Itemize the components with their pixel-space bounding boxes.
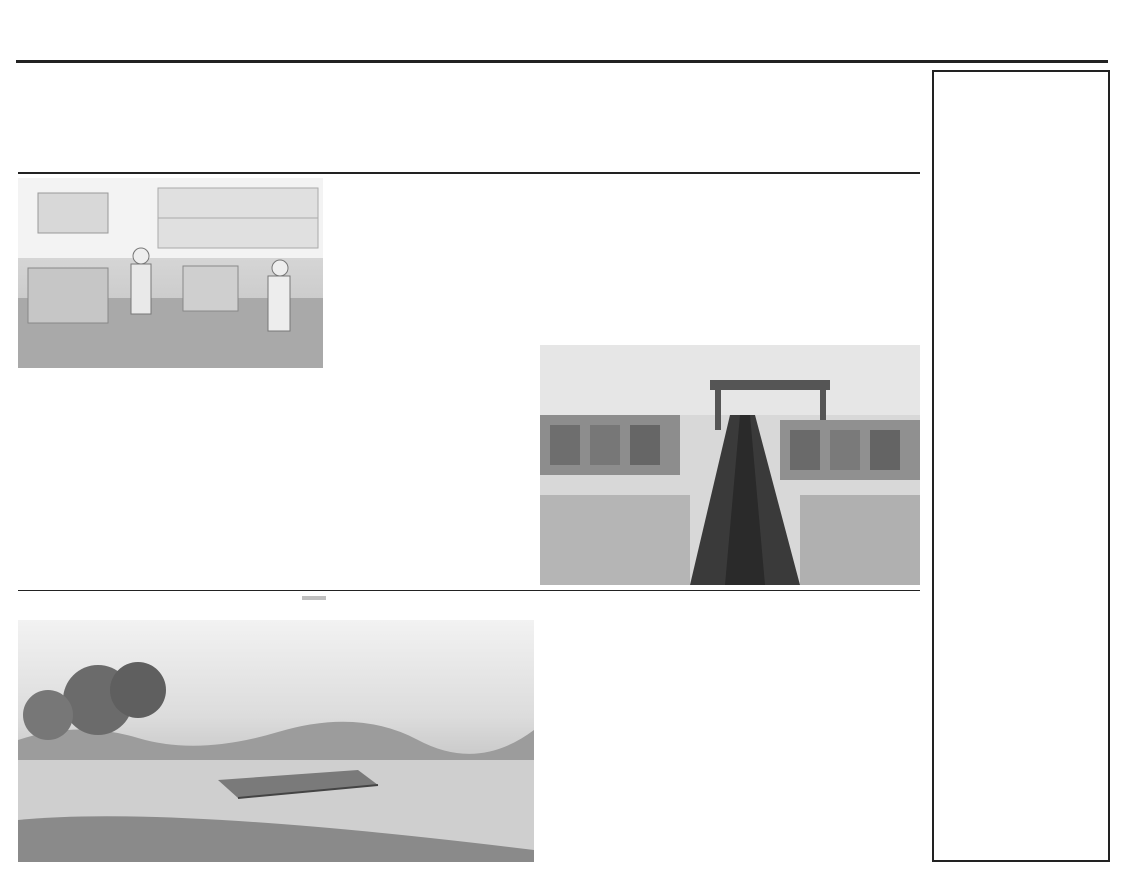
quarantine-lower-text bbox=[278, 376, 474, 594]
right-article-body bbox=[940, 86, 1012, 676]
masthead bbox=[0, 0, 1124, 62]
post-article bbox=[18, 376, 208, 596]
divider-mid bbox=[18, 590, 920, 591]
right-top-text-area bbox=[940, 78, 1030, 678]
divider-top bbox=[18, 172, 920, 174]
right-article-byline bbox=[1014, 86, 1030, 266]
shenzhen-body bbox=[540, 178, 902, 338]
post-headline bbox=[212, 376, 272, 616]
masthead-rule bbox=[16, 60, 1108, 63]
travel-kicker bbox=[302, 596, 326, 600]
quarantine-byline bbox=[460, 178, 474, 368]
quarantine-body bbox=[326, 178, 442, 368]
shenzhen-article bbox=[540, 178, 920, 338]
main-headline bbox=[18, 74, 918, 174]
rail-photo bbox=[540, 345, 920, 585]
quarantine-headline bbox=[476, 180, 536, 590]
quarantine-article bbox=[326, 178, 474, 368]
quarantine-caption bbox=[444, 178, 458, 368]
travel-article bbox=[540, 640, 920, 862]
travel-byline bbox=[906, 640, 920, 862]
post-body bbox=[18, 376, 208, 596]
travel-body bbox=[540, 640, 902, 862]
right-headline bbox=[1034, 88, 1104, 858]
quarantine-photo bbox=[18, 178, 323, 368]
lake-photo bbox=[18, 620, 534, 862]
shenzhen-byline bbox=[906, 178, 920, 338]
quarantine-body-cont bbox=[278, 376, 474, 594]
